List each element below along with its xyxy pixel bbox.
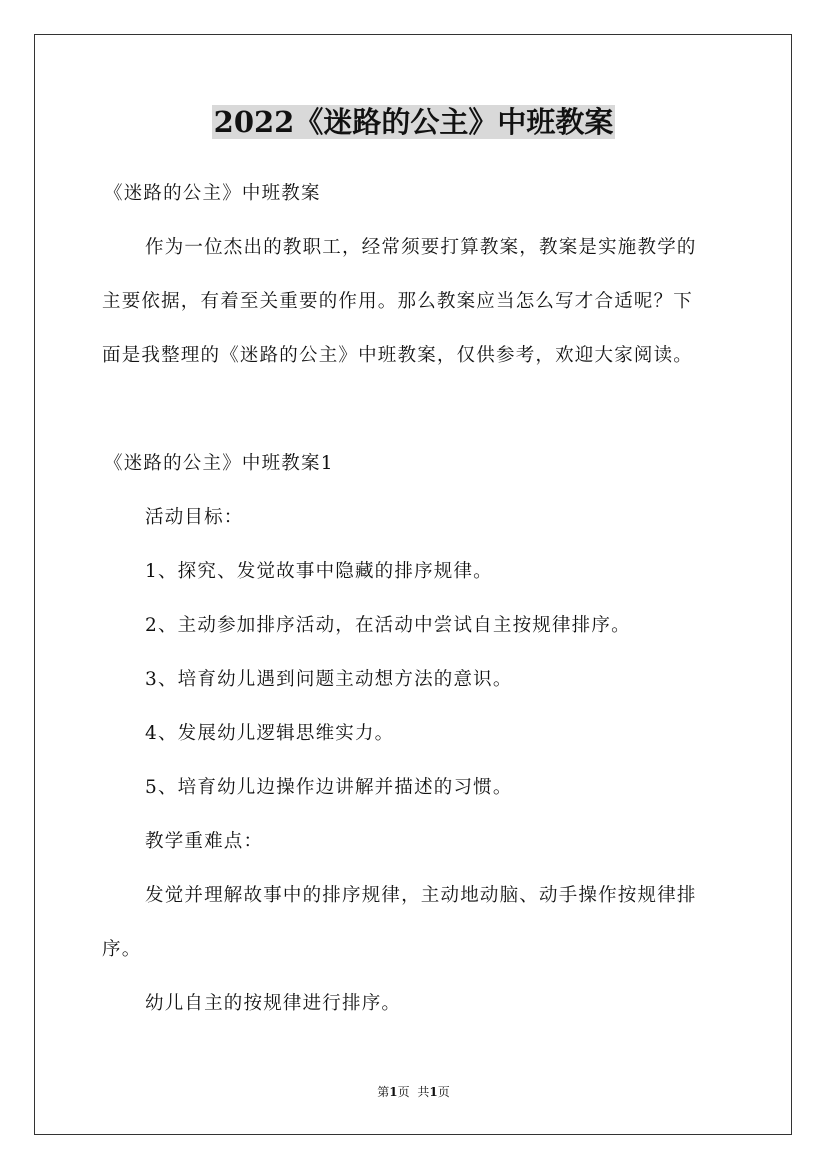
goal-item-3: 3、培育幼儿遇到问题主动想方法的意识。 xyxy=(145,669,513,690)
page-footer xyxy=(0,1084,827,1100)
key-points-label: 教学重难点： xyxy=(145,831,264,852)
document-title: 2022《迷路的公主》中班教案 xyxy=(213,105,614,139)
section-heading: 《迷路的公主》中班教案1 xyxy=(104,453,334,474)
goal-item-5: 5、培育幼儿边操作边讲解并描述的习惯。 xyxy=(145,777,513,798)
goals-label: 活动目标： xyxy=(145,507,244,528)
key-point-line-1: 发觉并理解故事中的排序规律，主动地动脑、动手操作按规律排 xyxy=(145,885,697,906)
footer-total-prefix: 共 xyxy=(417,1085,430,1099)
intro-line-2: 主要依据，有着至关重要的作用。那么教案应当怎么写才合适呢？下 xyxy=(102,291,694,312)
goal-item-1: 1、探究、发觉故事中隐藏的排序规律。 xyxy=(145,561,493,582)
key-point-line-3: 幼儿自主的按规律进行排序。 xyxy=(145,993,402,1014)
goal-item-2: 2、主动参加排序活动，在活动中尝试自主按规律排序。 xyxy=(145,615,631,636)
footer-total-pages: 1 xyxy=(429,1085,438,1099)
footer-page-unit: 页 xyxy=(397,1085,410,1099)
footer-prefix: 第 xyxy=(377,1085,390,1099)
footer-total-unit: 页 xyxy=(437,1085,450,1099)
document-subtitle: 《迷路的公主》中班教案 xyxy=(104,183,321,204)
intro-line-1: 作为一位杰出的教职工，经常须要打算教案，教案是实施教学的 xyxy=(145,237,697,258)
footer-page-number: 1 xyxy=(389,1085,398,1099)
intro-line-3: 面是我整理的《迷路的公主》中班教案，仅供参考，欢迎大家阅读。 xyxy=(102,345,694,366)
key-point-line-2: 序。 xyxy=(102,939,142,960)
goal-item-4: 4、发展幼儿逻辑思维实力。 xyxy=(145,723,395,744)
